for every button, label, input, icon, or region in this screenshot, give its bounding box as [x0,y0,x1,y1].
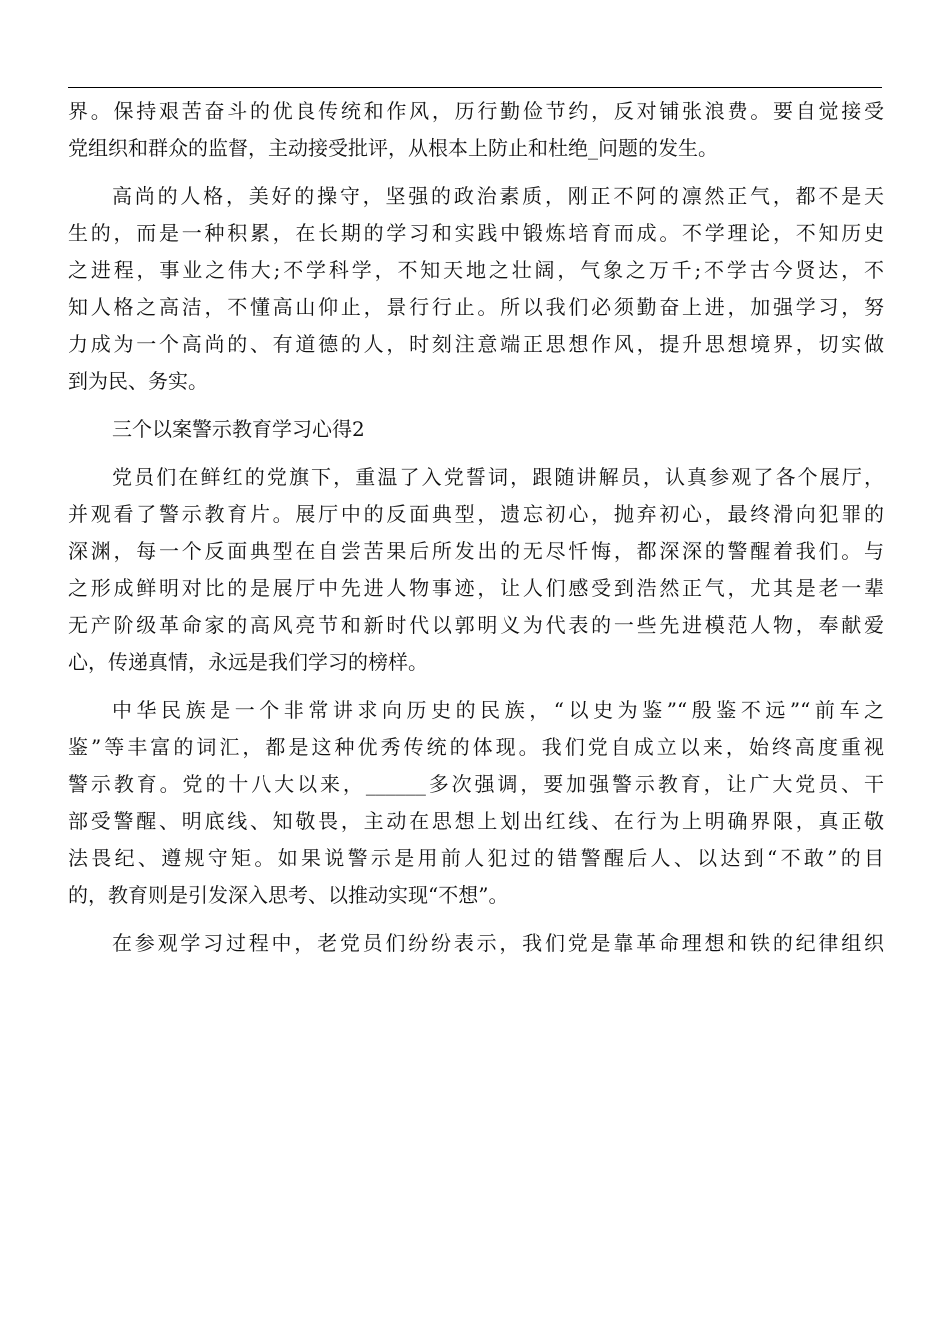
text-line: 深渊，每一个反面典型在自尝苦果后所发出的无尽忏悔，都深深的警醒着我们。与 [68,539,884,563]
text-line: 之形成鲜明对比的是展厅中先进人物事迹，让人们感受到浩然正气，尤其是老一辈 [68,576,884,600]
text-line: 鉴”等丰富的词汇，都是这种优秀传统的体现。我们党自成立以来，始终高度重视 [68,735,884,759]
text-line: 法畏纪、遵规守矩。如果说警示是用前人犯过的错警醒后人、以达到“不敢”的目 [68,846,884,870]
text-line: 之进程，事业之伟大;不学科学，不知天地之壮阔，气象之万千;不学古今贤达，不 [68,258,884,282]
header-rule [68,87,882,88]
paragraph [68,925,884,962]
text-line: 生的，而是一种积累，在长期的学习和实践中锻炼培育而成。不学理论，不知历史 [68,221,884,245]
paragraph [68,459,884,681]
heading-text: 三个以案警示教育学习心得2 [112,417,365,441]
text-line: 的，教育则是引发深入思考、以推动实现“不想”。 [68,883,509,907]
text-line: 力成为一个高尚的、有道德的人，时刻注意端正思想作风，提升思想境界，切实做 [68,332,884,356]
section-heading [68,411,884,448]
text-line: 警示教育。党的十八大以来，______多次强调，要加强警示教育，让广大党员、干 [68,772,884,796]
text-line: 界。保持艰苦奋斗的优良传统和作风，历行勤俭节约，反对铺张浪费。要自觉接受 [68,99,884,123]
text-line: 高尚的人格，美好的操守，坚强的政治素质，刚正不阿的凛然正气，都不是天 [112,184,884,208]
text-line: 党员们在鲜红的党旗下，重温了入党誓词，跟随讲解员，认真参观了各个展厅， [112,465,884,489]
text-line: 中华民族是一个非常讲求向历史的民族，“以史为鉴”“殷鉴不远”“前车之 [112,698,884,722]
text-line: 党组织和群众的监督，主动接受批评，从根本上防止和杜绝_问题的发生。 [68,136,718,160]
paragraph [68,692,884,914]
text-line: 并观看了警示教育片。展厅中的反面典型，遗忘初心，抛弃初心，最终滑向犯罪的 [68,502,884,526]
text-line: 无产阶级革命家的高风亮节和新时代以郭明义为代表的一些先进模范人物，奉献爱 [68,613,884,637]
text-line: 在参观学习过程中，老党员们纷纷表示，我们党是靠革命理想和铁的纪律组织 [112,931,884,955]
text-line: 到为民、务实。 [68,369,208,393]
text-line: 心，传递真情，永远是我们学习的榜样。 [68,650,428,674]
document-body [68,93,884,962]
text-line: 部受警醒、明底线、知敬畏，主动在思想上划出红线、在行为上明确界限，真正敬 [68,809,884,833]
paragraph [68,93,884,167]
paragraph [68,178,884,400]
text-line: 知人格之高洁，不懂高山仰止，景行行止。所以我们必须勤奋上进，加强学习，努 [68,295,884,319]
